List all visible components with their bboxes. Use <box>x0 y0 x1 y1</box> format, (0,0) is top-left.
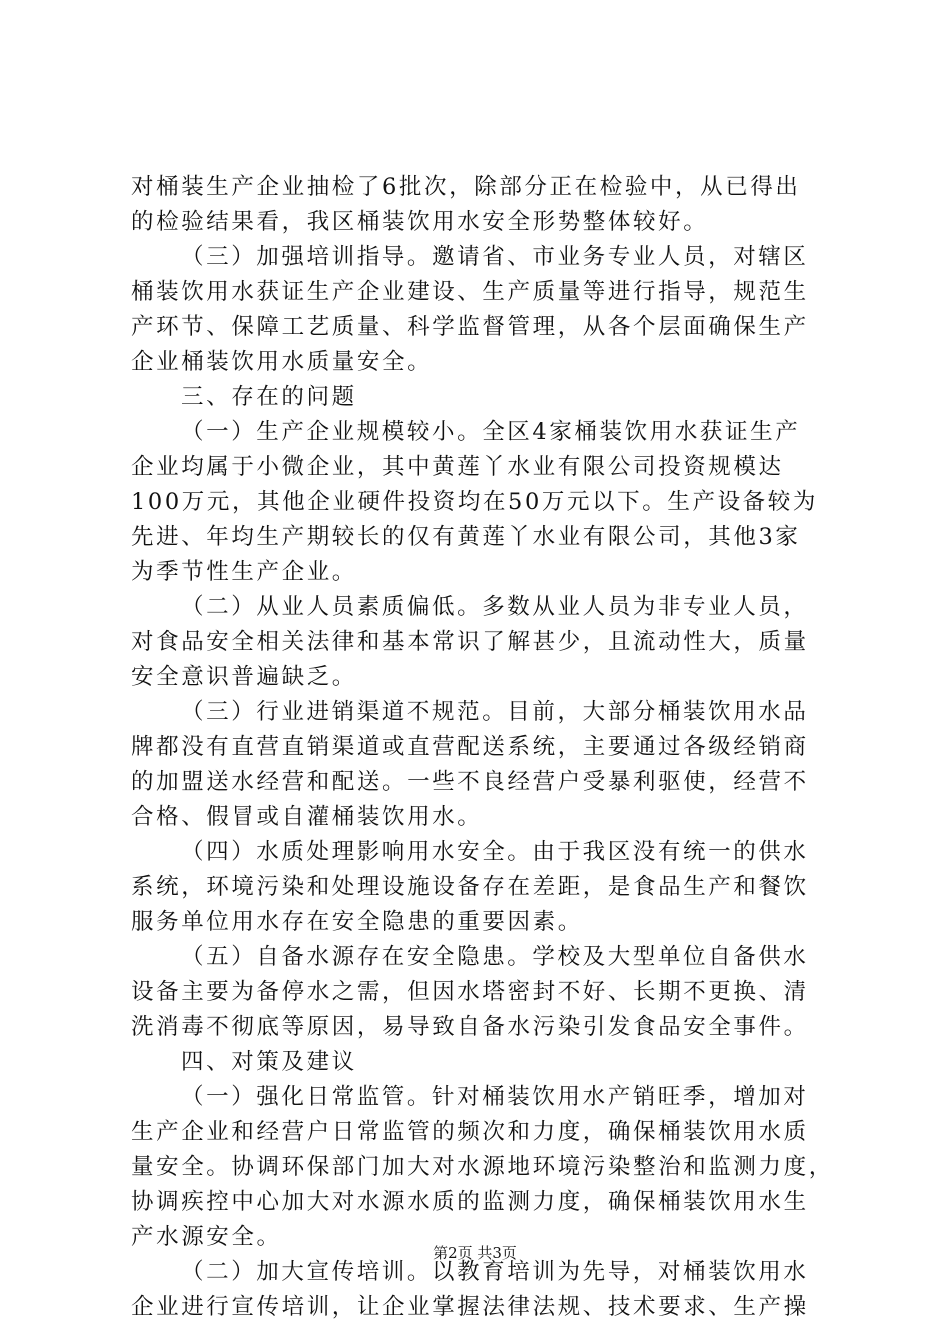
section-heading: 三、存在的问题 <box>181 384 357 410</box>
text-line: 产水源安全。 <box>131 1224 282 1250</box>
text-line: 桶装饮用水获证生产企业建设、生产质量等进行指导，规范生 <box>131 279 809 305</box>
paragraph-start: （五）自备水源存在安全隐患。学校及大型单位自备供水 <box>181 944 809 970</box>
text-line: 生产企业和经营户日常监管的频次和力度，确保桶装饮用水质 <box>131 1119 809 1145</box>
paragraph-start: （二）加大宣传培训。以教育培训为先导，对桶装饮用水 <box>181 1259 809 1285</box>
text-line: 协调疾控中心加大对水源水质的监测力度，确保桶装饮用水生 <box>131 1189 809 1215</box>
text-line: 对桶装生产企业抽检了6批次，除部分正在检验中，从已得出 <box>131 174 801 200</box>
document-body <box>131 170 834 1325</box>
section-heading: 四、对策及建议 <box>181 1049 357 1075</box>
text-line: 对食品安全相关法律和基本常识了解甚少，且流动性大，质量 <box>131 629 809 655</box>
text-line: 牌都没有直营直销渠道或直营配送系统，主要通过各级经销商 <box>131 734 809 760</box>
text-line: 100万元，其他企业硬件投资均在50万元以下。生产设备较为 <box>131 489 818 515</box>
text-line: 企业桶装饮用水质量安全。 <box>131 349 433 375</box>
text-line: 企业均属于小微企业，其中黄莲丫水业有限公司投资规模达 <box>131 454 784 480</box>
text-line: 企业进行宣传培训，让企业掌握法律法规、技术要求、生产操 <box>131 1294 809 1320</box>
text-line: 系统，环境污染和处理设施设备存在差距，是食品生产和餐饮 <box>131 874 809 900</box>
text-line: 先进、年均生产期较长的仅有黄莲丫水业有限公司，其他3家 <box>131 524 801 550</box>
paragraph-start: （二）从业人员素质偏低。多数从业人员为非专业人员， <box>181 594 809 620</box>
text-line: 为季节性生产企业。 <box>131 559 357 585</box>
text-line: 设备主要为备停水之需，但因水塔密封不好、长期不更换、清 <box>131 979 809 1005</box>
text-line: 产环节、保障工艺质量、科学监督管理，从各个层面确保生产 <box>131 314 809 340</box>
paragraph-start: （三）加强培训指导。邀请省、市业务专业人员，对辖区 <box>181 244 809 270</box>
text-line: 的加盟送水经营和配送。一些不良经营户受暴利驱使，经营不 <box>131 769 809 795</box>
text-line: 服务单位用水存在安全隐患的重要因素。 <box>131 909 583 935</box>
text-line: 的检验结果看，我区桶装饮用水安全形势整体较好。 <box>131 209 709 235</box>
paragraph-start: （三）行业进销渠道不规范。目前，大部分桶装饮用水品 <box>181 699 809 725</box>
text-line: 洗消毒不彻底等原因，易导致自备水污染引发食品安全事件。 <box>131 1014 809 1040</box>
text-line: 量安全。协调环保部门加大对水源地环境污染整治和监测力度， <box>131 1154 834 1180</box>
paragraph-start: （四）水质处理影响用水安全。由于我区没有统一的供水 <box>181 839 809 865</box>
page-footer: 第2页 共3页 <box>433 1244 517 1262</box>
paragraph-start: （一）强化日常监管。针对桶装饮用水产销旺季，增加对 <box>181 1084 809 1110</box>
text-line: 安全意识普遍缺乏。 <box>131 664 357 690</box>
paragraph-start: （一）生产企业规模较小。全区4家桶装饮用水获证生产 <box>181 419 801 445</box>
text-line: 合格、假冒或自灌桶装饮用水。 <box>131 804 483 830</box>
